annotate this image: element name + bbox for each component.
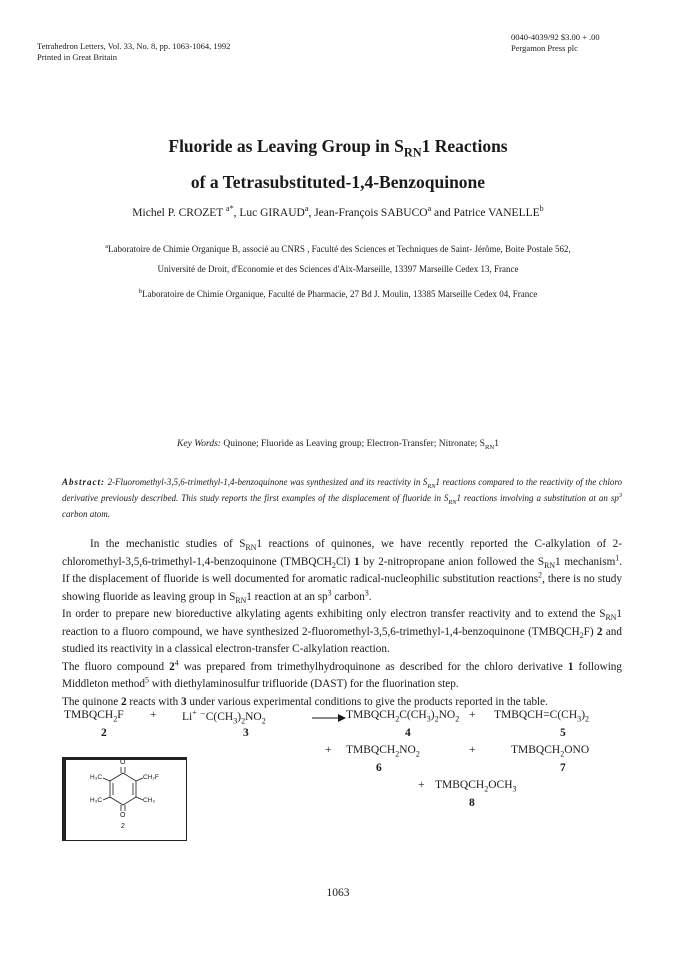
plus-sign: + — [325, 744, 332, 756]
oxygen-bottom: O — [120, 812, 126, 819]
title-line-1: Fluoride as Leaving Group in $S_{RN}1$ Reactions — [168, 136, 508, 160]
keywords-label: Key Words: — [177, 439, 221, 449]
product-7: $TMBQCH_2ONO$ — [511, 744, 590, 759]
publisher: Pergamon Press plc — [511, 43, 578, 53]
plus-sign: + — [469, 709, 476, 721]
methyl-top-left: H₃C — [90, 774, 103, 781]
product-4: $TMBQCH_2C(CH_3)_2NO_2$ — [346, 709, 460, 724]
label-8: 8 — [469, 797, 475, 809]
publisher-info — [511, 32, 600, 54]
label-4: 4 — [405, 727, 411, 739]
paragraph-1: In the mechanistic studies of $S_{RN}1$ reactions of quinones, we have recently reported the C-alkylation of 2-chloromethyl-3,5,6-trimethyl-1,4-benzoquinone $(TMBQCH_2Cl)$ 1 by 2-nitropropane anion followed the $S_{RN}1$ mechanism$^1$. If the displacement of fluoride is well documented for aromatic radical-nucleophilic substitution reactions$^2$, there is no study showing fluoride as leaving group in $S_{RN}1$ reaction at an $sp^3$ carbon$^3$. — [62, 538, 623, 605]
fluoromethyl: CH₂F — [143, 774, 159, 781]
reaction-arrow — [312, 713, 346, 723]
plus-sign: + — [150, 709, 157, 721]
paragraph-2: In order to prepare new bioreductive alkylating agents exhibiting only electron transfer reactivity and to extend the $S_{RN}1$ reaction to a fluoro compound, we have synthesized 2-fluoromethyl-3,5,6-trimethyl-1,4-benzoquinone $(TMBQCH_2F)$ 2 and studied its reactivity in a classical electron-transfer C-alkylation reaction. — [62, 608, 622, 655]
label-3: 3 — [243, 727, 249, 739]
reactant-2: $TMBQCH_2F$ — [64, 709, 124, 724]
label-5: 5 — [560, 727, 566, 739]
affiliation-a-line-1: $^a$Laboratoire de Chimie Organique B, associé au CNRS , Faculté des Sciences et Techniques de Saint- Jérôme, Boite Postale 562, — [105, 243, 571, 254]
keywords: Key Words: Quinone; Fluoride as Leaving group; Electron-Transfer; Nitronate; $S_{RN}1$ — [177, 439, 499, 451]
journal-line: Tetrahedron Letters, Vol. 33, No. 8, pp. 1063-1064, 1992 — [37, 41, 231, 51]
abstract-label: Abstract: — [62, 477, 106, 487]
abstract: Abstract: 2-Fluoromethyl-3,5,6-trimethyl-1,4-benzoquinone was synthesized and its reactivity in $S_{RN}1$ reactions compared to the reactivity of the chloro derivative previously described. This study reports the first examples of the displacement of fluoride in $S_{RN}1$ reactions involving a substitution at an $sp^3$ carbon atom. — [62, 477, 622, 519]
body-text — [62, 536, 622, 711]
product-6: $TMBQCH_2NO_2$ — [346, 744, 420, 759]
issn-code: 0040-4039/92 $3.00 + .00 — [511, 32, 600, 42]
reactant-3: Li+ $^-C(CH_3)_2NO_2$ — [182, 708, 266, 726]
title-line-2: of a Tetrasubstituted-1,4-Benzoquinone — [190, 172, 486, 192]
methyl-bottom-right: CH₃ — [143, 797, 156, 804]
journal-citation — [37, 41, 230, 63]
methyl-bottom-left: H₃C — [90, 797, 103, 804]
paragraph-3: The fluoro compound $2^4$ was prepared from trimethylhydroquinone as described for the chloro derivative 1 following Middleton method$^5$ with diethylaminosulfur trifluoride (DAST) for the fluorination step. — [62, 657, 622, 690]
structure-label: 2 — [121, 823, 125, 830]
label-2: 2 — [101, 727, 107, 739]
affiliation-b: $^b$Laboratoire de Chimie Organique, Faculté de Pharmacie, 27 Bd J. Moulin, 13385 Marseille Cedex 04, France — [138, 288, 538, 299]
oxygen-top: O — [120, 759, 126, 766]
affiliation-a-line-2: Université de Droit, d'Economie et des Sciences d'Aix-Marseille, 13397 Marseille Cedex 13, France — [157, 264, 519, 274]
plus-sign: + — [418, 779, 425, 791]
printed-in: Printed in Great Britain — [37, 52, 118, 62]
label-7: 7 — [560, 762, 566, 774]
product-8: $TMBQCH_2OCH_3$ — [435, 779, 517, 794]
label-6: 6 — [376, 762, 382, 774]
authors: Michel P. CROZET $^{a*}$, Luc GIRAUD$^a$, Jean-François SABUCO$^a$ and Patrice VANELLE$^b$ — [132, 204, 544, 219]
product-5: $TMBQCH=C(CH_3)_2$ — [494, 709, 590, 724]
plus-sign: + — [469, 744, 476, 756]
page-number: 1063 — [326, 887, 350, 899]
paragraph-4: The quinone 2 reacts with 3 under various experimental conditions to give the products reported in the table. — [62, 695, 548, 708]
